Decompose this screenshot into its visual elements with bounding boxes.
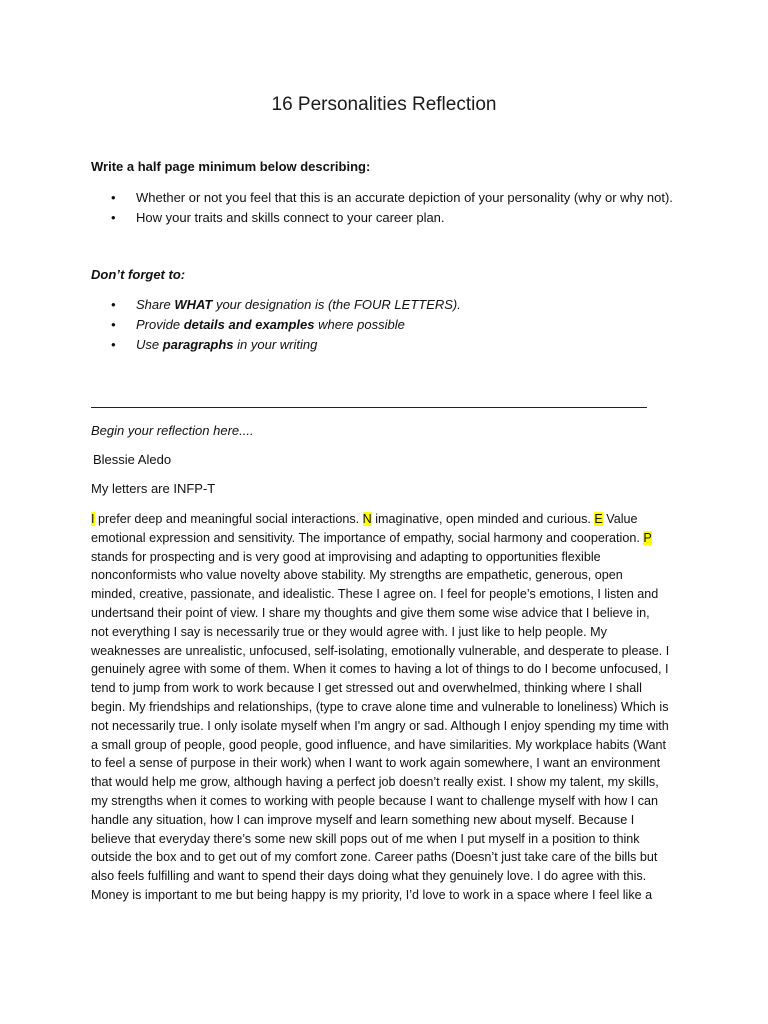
bullet-text-post: in your writing [233, 337, 318, 352]
begin-reflection-label: Begin your reflection here.... [91, 423, 254, 438]
highlight-e: E [594, 512, 603, 526]
paragraph-line: not everything I say is necessarily true or they would agree with. I just like to help people. My [91, 624, 607, 639]
paragraph-line: Money is important to me but being happy is my priority, I’d love to work in a space where I feel like a [91, 887, 653, 902]
paragraph-line: outside the box and to get out of my comfort zone. Career paths (Doesn’t just take care of the bills but [91, 850, 658, 865]
prompt-bullet-list [111, 188, 673, 228]
bullet-icon: • [111, 317, 116, 332]
paragraph-line: minded, creative, passionate, and idealistic. These I agree on. I feel for people’s emotions, I listen and [91, 587, 659, 602]
list-item [111, 335, 461, 355]
prompt-heading: Write a half page minimum below describing: [91, 159, 371, 174]
line-text: imaginative, open minded and curious. [371, 512, 595, 526]
paragraph-line: genuinely agree with some of them. When it comes to having a lot of things to do I become unfocused, I [91, 662, 669, 677]
paragraph-line: begin. My friendships and relationships, (type to crave alone time and vulnerable to loneliness) Which is [91, 699, 669, 714]
paragraph-line: that would help me grow, although having a perfect job doesn’t really exist. I show my talent, my skills, [91, 775, 659, 790]
list-item [111, 188, 673, 208]
dont-forget-heading: Don’t forget to: [91, 267, 186, 282]
bullet-text-bold: paragraphs [162, 337, 234, 352]
line-text: Value [602, 512, 638, 526]
list-item [111, 315, 461, 335]
bullet-icon: • [111, 297, 116, 312]
line-text: prefer deep and meaningful social interactions. [94, 512, 363, 526]
highlight-i: I [91, 512, 95, 526]
paragraph-line: tend to jump from work to work because I get stressed out and overwhelmed, thinking where I shall [91, 681, 642, 696]
paragraph-line: also feels fulfilling and want to spend their days doing what they genuinely love. I do agree with this. [91, 869, 647, 884]
bullet-text: Whether or not you feel that this is an accurate depiction of your personality (why or why not). [136, 190, 673, 205]
paragraph-line: my strengths when it comes to working with people because I want to challenge myself with how I can [91, 793, 659, 808]
paragraph-line: not necessarily true. I only isolate myself when I'm angry or sad. Although I enjoy spending my time with [91, 718, 669, 733]
reminder-bullet-list [111, 295, 461, 355]
highlight-p: P [643, 530, 652, 545]
bullet-text-bold: WHAT [174, 297, 213, 312]
bullet-text-post: where possible [314, 317, 405, 332]
bullet-text-pre: Use [136, 337, 163, 352]
line-text: emotional expression and sensitivity. The importance of empathy, social harmony and cooperation. [91, 530, 644, 545]
bullet-text-pre: Provide [136, 317, 184, 332]
paragraph-line: a small group of people, good people, good influence, and have similarities. My workplace habits (Want [91, 737, 666, 752]
paragraph-line: handle any situation, how I can improve myself and learn something new about myself. Because I [91, 812, 635, 827]
paragraph-line [91, 510, 671, 529]
paragraph-line: stands for prospecting and is very good at improvising and adapting to opportunities flexible [91, 549, 601, 564]
letters-line: My letters are INFP-T [91, 481, 216, 496]
paragraph-line: nonconformists who value novelty above stability. My strengths are empathetic, generous, open [91, 568, 623, 583]
list-item [111, 295, 461, 315]
bullet-icon: • [111, 190, 116, 205]
list-item [111, 208, 673, 228]
paragraph-line: believe that everyday there’s some new skill pops out of me when I put myself in a position to think [91, 831, 640, 846]
author-name: Blessie Aledo [93, 452, 172, 467]
paragraph-line: weaknesses are unrealistic, unfocused, self-isolating, emotionally vulnerable, and desperate to please. I [91, 643, 670, 658]
reflection-body [91, 510, 671, 905]
bullet-icon: • [111, 337, 116, 352]
bullet-text-pre: Share [136, 297, 175, 312]
paragraph-line: undertsand their point of view. I share my thoughts and give them some wise advice that I believe in, [91, 605, 650, 620]
document-title: 16 Personalities Reflection [271, 94, 497, 115]
bullet-text: How your traits and skills connect to your career plan. [136, 210, 445, 225]
paragraph-line [91, 529, 671, 548]
bullet-text-bold: details and examples [183, 317, 315, 332]
paragraph-line: to feel a sense of purpose in their work) when I want to work again somewhere, I want an environment [91, 756, 661, 771]
highlight-n: N [362, 512, 372, 526]
bullet-icon: • [111, 210, 116, 225]
bullet-text-post: your designation is (the FOUR LETTERS). [212, 297, 461, 312]
divider-line [91, 407, 647, 408]
